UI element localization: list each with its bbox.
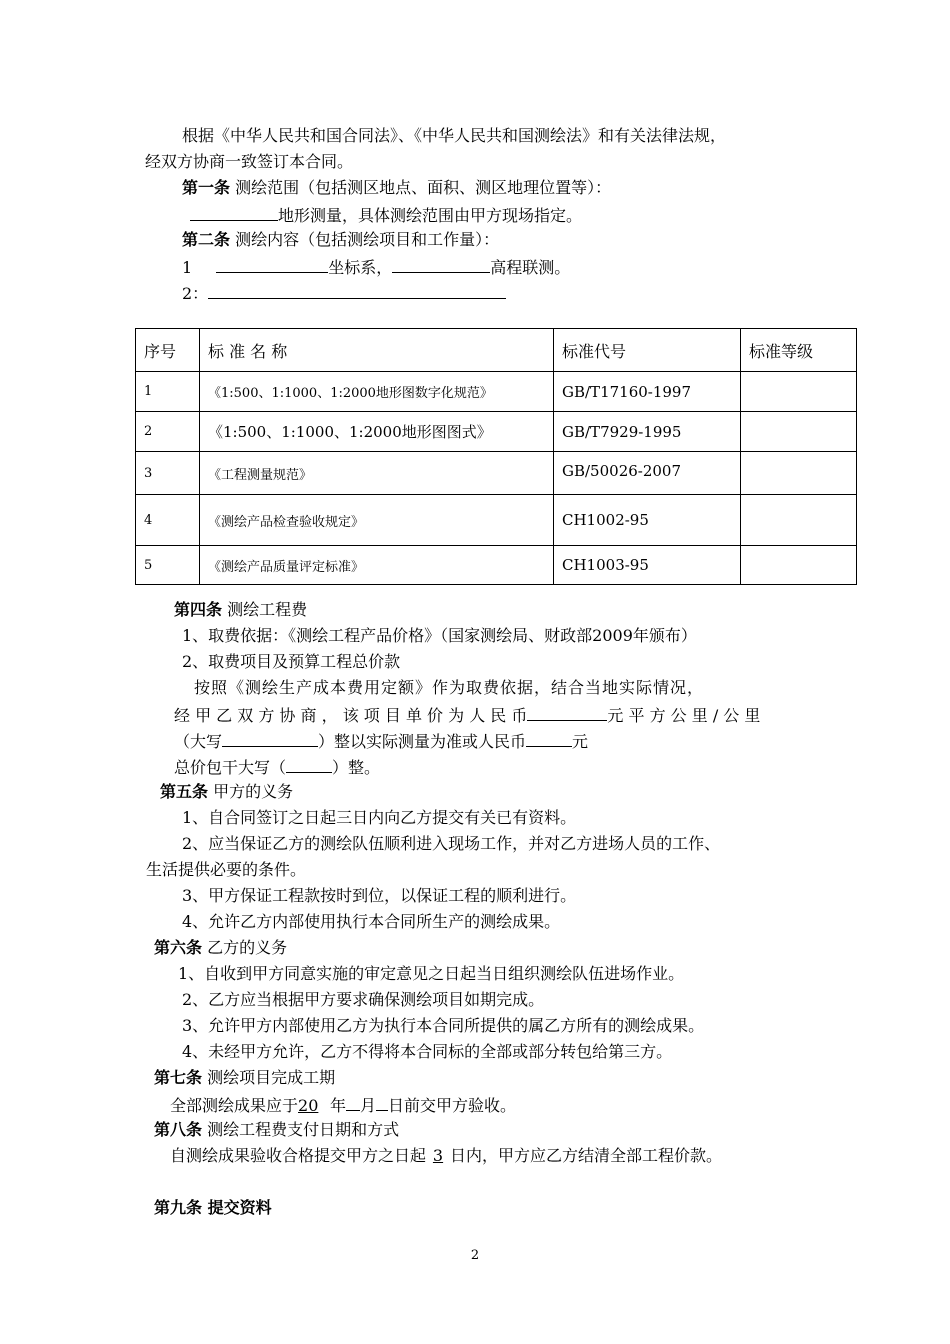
article-5-line-2b: 生活提供必要的条件。: [146, 860, 307, 879]
cell-code: CH1003-95: [554, 546, 741, 585]
intro-line-2: 经双方协商一致签订本合同。: [145, 152, 354, 171]
cell-name: 《测绘产品质量评定标准》: [200, 546, 554, 585]
article-2-item-2: [182, 280, 506, 306]
article-4-line-5: [174, 728, 588, 754]
blank-day: [376, 1092, 388, 1111]
blank-elevation: [392, 254, 490, 273]
article-2-item-1: [182, 254, 570, 280]
article-1-item-text: 地形测量，具体测绘范围由甲方现场指定。: [278, 206, 583, 225]
article-5-line-3: 3、甲方保证工程款按时到位，以保证工程的顺利进行。: [182, 886, 577, 905]
article-4-label: 第四条: [174, 600, 223, 619]
page-number: 2: [470, 1248, 480, 1263]
cell-level: [741, 372, 857, 412]
article-5-line-4: 4、允许乙方内部使用执行本合同所生产的测绘成果。: [182, 912, 561, 931]
article-7-label: 第七条: [154, 1068, 203, 1087]
day-text: 日前交甲方验收。: [388, 1096, 517, 1115]
article-6-line-3: 3、允许甲方内部使用乙方为执行本合同所提供的属乙方所有的测绘成果。: [182, 1016, 705, 1035]
cell-no: 3: [136, 452, 200, 495]
header-level: 标准等级: [741, 329, 857, 372]
table-row: [136, 372, 857, 412]
article-4-line-6: [174, 754, 380, 780]
article-8-label: 第八条: [154, 1120, 203, 1139]
table-row: [136, 412, 857, 452]
article-7-title: 测绘项目完成工期: [202, 1068, 336, 1087]
article-6-title: 乙方的义务: [202, 938, 288, 957]
table-header-row: [136, 329, 857, 372]
blank-total-price: [286, 754, 332, 773]
payment-days: 3: [432, 1146, 444, 1165]
table-row: [136, 452, 857, 495]
cell-code: GB/T7929-1995: [554, 412, 741, 452]
article-8-heading: [154, 1118, 399, 1142]
cell-code: GB/T17160-1997: [554, 372, 741, 412]
unit-price-text: 经 甲 乙 双 方 协 商 ， 该 项 目 单 价 为 人 民 币: [174, 706, 528, 725]
article-6-line-4: 4、未经甲方允许，乙方不得将本合同标的全部或部分转包给第三方。: [182, 1042, 673, 1061]
cell-level: [741, 495, 857, 546]
standards-table: [135, 328, 857, 585]
article-4-heading: [174, 598, 307, 622]
article-6-line-2: 2、乙方应当根据甲方要求确保测绘项目如期完成。: [182, 990, 545, 1009]
item-1-number: 1: [182, 258, 193, 277]
uppercase-text: （大写: [174, 732, 223, 751]
cell-no: 2: [136, 412, 200, 452]
cell-no: 1: [136, 372, 200, 412]
article-1-heading: [182, 176, 611, 200]
article-5-line-1: 1、自合同签订之日起三日内向乙方提交有关已有资料。: [182, 808, 577, 827]
table-row: [136, 546, 857, 585]
table-row: [136, 495, 857, 546]
blank-item-2: [208, 280, 506, 299]
month-text: 月: [360, 1096, 377, 1115]
cell-level: [741, 412, 857, 452]
article-5-label: 第五条: [160, 782, 209, 801]
deadline-text: 全部测绘成果应于: [170, 1096, 299, 1115]
article-1-title: 测绘范围（包括测区地点、面积、测区地理位置等）：: [230, 178, 612, 197]
cell-code: CH1002-95: [554, 495, 741, 546]
blank-coordinate-system: [216, 254, 328, 273]
article-5-title: 甲方的义务: [208, 782, 294, 801]
article-4-line-1: 1、取费依据：《测绘工程产品价格》（国家测绘局、财政部2009年颁布）: [182, 626, 697, 645]
item-1-text-b: 高程联测。: [490, 258, 571, 277]
yuan-text: 元: [572, 732, 589, 751]
article-7-line-1: [170, 1092, 516, 1118]
total-price-text: 总价包干大写（: [174, 758, 287, 777]
article-8-title: 测绘工程费支付日期和方式: [202, 1120, 400, 1139]
cell-level: [741, 546, 857, 585]
unit-price-unit: 元 平 方 公 里 / 公 里: [607, 706, 761, 725]
article-2-label: 第二条: [182, 230, 231, 249]
article-4-title: 测绘工程费: [222, 600, 308, 619]
article-6-line-1: 1、自收到甲方同意实施的审定意见之日起当日组织测绘队伍进场作业。: [178, 964, 685, 983]
article-2-title: 测绘内容（包括测绘项目和工作量）：: [230, 230, 500, 249]
total-price-end: ）整。: [332, 758, 381, 777]
article-9-heading: 第九条 提交资料: [154, 1198, 272, 1217]
article-4-line-2: 2、取费项目及预算工程总价款: [182, 652, 401, 671]
header-no: 序号: [136, 329, 200, 372]
item-1-text-a: 坐标系，: [328, 258, 393, 277]
article-4-line-3: 按照《测绘生产成本费用定额》作为取费依据，结合当地实际情况，: [194, 678, 705, 697]
cell-name: 《测绘产品检查验收规定》: [200, 495, 554, 546]
payment-text: 自测绘成果验收合格提交甲方之日起: [170, 1146, 427, 1165]
cell-name: 《工程测量规范》: [200, 452, 554, 495]
cell-no: 4: [136, 495, 200, 546]
cell-code: GB/50026-2007: [554, 452, 741, 495]
cell-level: [741, 452, 857, 495]
intro-line-1: 根据《中华人民共和国合同法》、《中华人民共和国测绘法》和有关法律法规，: [182, 126, 727, 145]
payment-text-end: 日内，甲方应乙方结清全部工程价款。: [450, 1146, 723, 1165]
deadline-year: 20: [298, 1096, 319, 1115]
article-5-heading: [160, 780, 293, 804]
blank-uppercase-amount: [222, 728, 318, 747]
article-1-item: [190, 202, 582, 228]
blank-rmb-amount: [526, 728, 572, 747]
actual-measure-text: ）整以实际测量为准或人民币: [318, 732, 527, 751]
article-2-heading: [182, 228, 499, 252]
header-code: 标准代号: [554, 329, 741, 372]
cell-name: 《1:500、1:1000、1:2000地形图图式》: [200, 412, 554, 452]
blank-survey-area: [190, 202, 278, 221]
cell-name: 《1:500、1:1000、1:2000地形图数字化规范》: [200, 372, 554, 412]
blank-unit-price: [527, 702, 607, 721]
article-8-line-1: [170, 1144, 722, 1168]
blank-month: [346, 1092, 360, 1111]
article-7-heading: [154, 1066, 335, 1090]
header-name: 标 准 名 称: [200, 329, 554, 372]
article-5-line-2: 2、应当保证乙方的测绘队伍顺利进入现场工作，并对乙方进场人员的工作、: [182, 834, 721, 853]
cell-no: 5: [136, 546, 200, 585]
article-6-heading: [154, 936, 287, 960]
article-6-label: 第六条: [154, 938, 203, 957]
item-2-number: 2：: [182, 284, 209, 303]
article-1-label: 第一条: [182, 178, 231, 197]
article-4-line-4: [174, 702, 760, 728]
year-text: 年: [330, 1096, 347, 1115]
